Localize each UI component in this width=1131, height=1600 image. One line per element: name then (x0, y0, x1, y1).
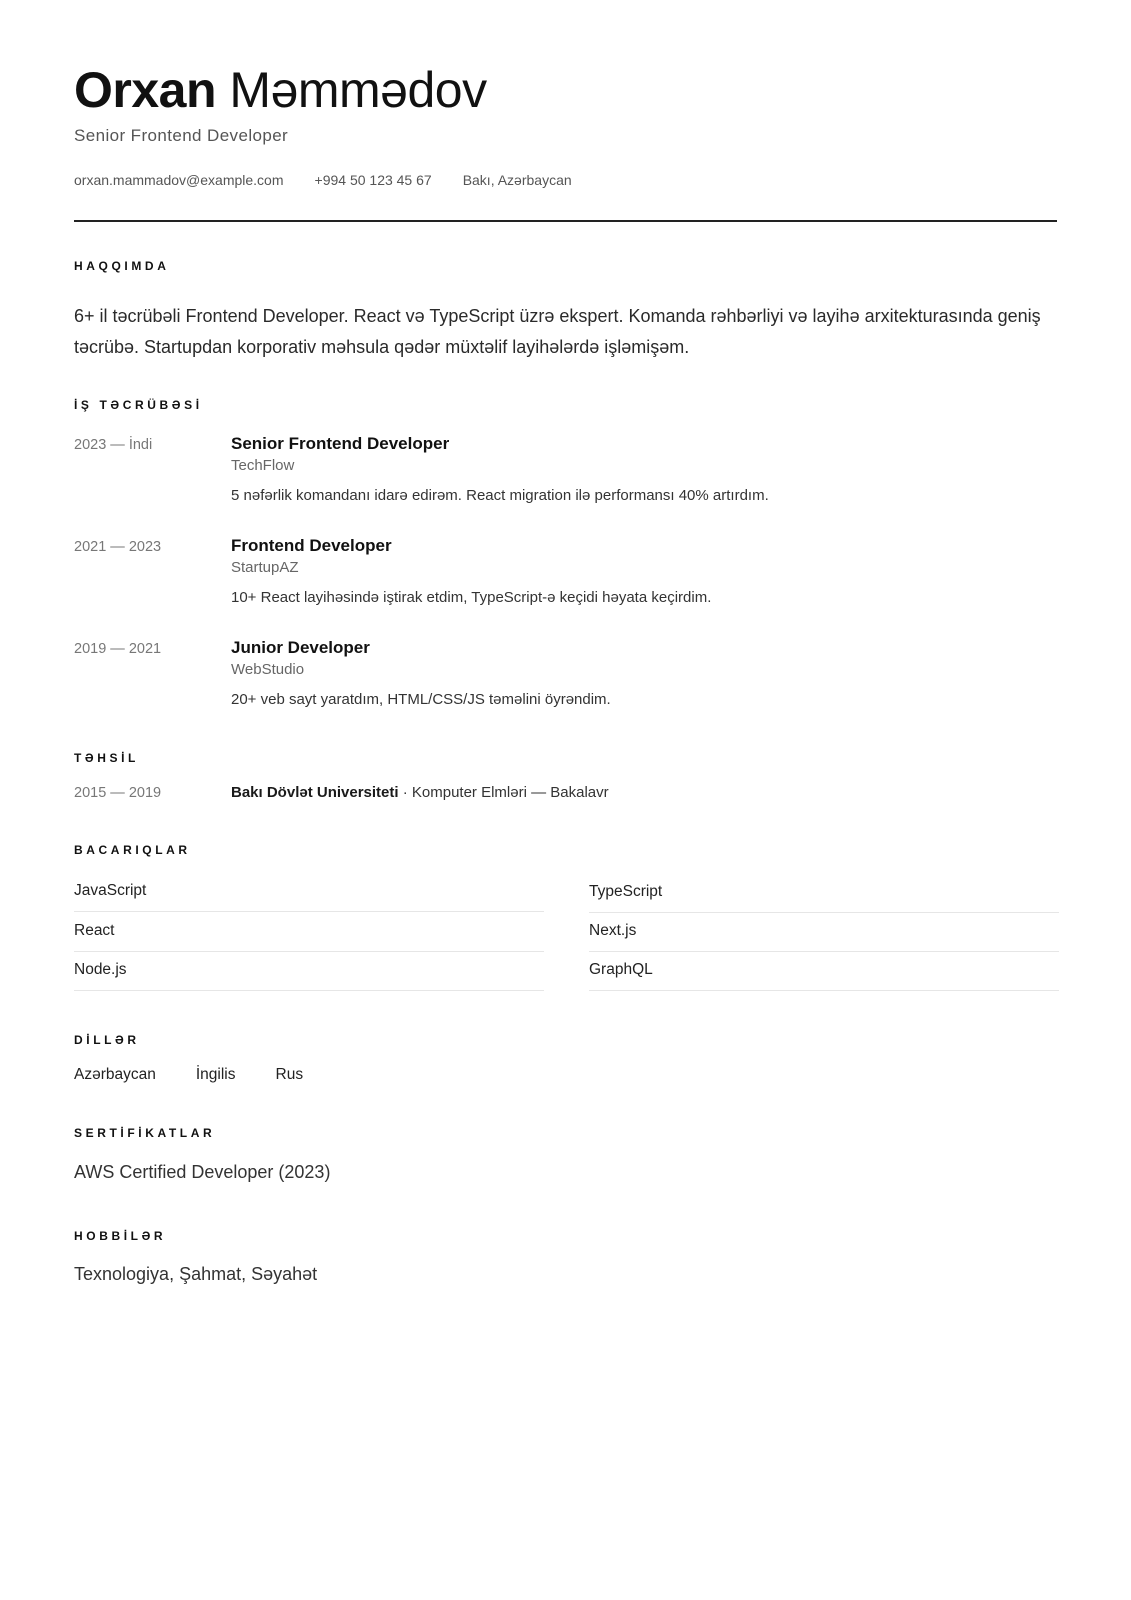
experience-description: 20+ veb sayt yaratdım, HTML/CSS/JS təməlini öyrəndim. (231, 691, 611, 708)
phone-number: +994 50 123 45 67 (314, 172, 432, 188)
experience-description: 5 nəfərlik komandanı idarə edirəm. React migration ilə performansı 40% artırdım. (231, 487, 769, 504)
skills-grid (74, 874, 1059, 991)
full-name (74, 58, 487, 122)
header-divider (74, 220, 1057, 222)
language-item: Azərbaycan (74, 1066, 156, 1083)
section-heading-hobbies: HOBBİLƏR (74, 1229, 167, 1243)
education-period: 2015 — 2019 (74, 785, 162, 801)
email-link[interactable]: orxan.mammadov@example.com (74, 172, 284, 188)
skill-item: JavaScript (74, 874, 544, 912)
experience-role: Senior Frontend Developer (231, 434, 450, 453)
experience-period: 2023 — İndi (74, 437, 153, 453)
job-title: Senior Frontend Developer (74, 126, 289, 145)
language-item: İngilis (195, 1066, 236, 1083)
first-name: Orxan (74, 62, 217, 118)
location: Bakı, Azərbaycan (462, 172, 572, 188)
skill-item: React (74, 914, 544, 952)
section-heading-languages: DİLLƏR (74, 1033, 140, 1047)
experience-company: StartupAZ (231, 559, 299, 576)
section-heading-education: TƏHSİL (74, 751, 139, 765)
section-heading-experience: İŞ TƏCRÜBƏSİ (74, 398, 203, 412)
skill-item: Next.js (589, 914, 1059, 952)
experience-period: 2021 — 2023 (74, 539, 162, 555)
hobbies-text: Texnologiya, Şahmat, Səyahət (74, 1264, 318, 1284)
skill-item: GraphQL (589, 953, 1059, 991)
education-school: Bakı Dövlət Universiteti (231, 784, 399, 801)
experience-company: WebStudio (231, 661, 305, 678)
experience-description: 10+ React layihəsində iştirak etdim, TypeScript-ə keçidi həyata keçirdim. (231, 589, 712, 606)
contact-info (74, 172, 572, 188)
about-text: 6+ il təcrübəli Frontend Developer. React və TypeScript üzrə ekspert. Komanda rəhbərliyi və layihə arxitekturasında geniş təcrübə. Startupdan korporativ məhsula qədər müxtəlif layihələrdə işləmişəm. (74, 306, 1041, 357)
education-line (231, 784, 609, 801)
skill-item: Node.js (74, 953, 544, 991)
last-name: Məmmədov (229, 62, 487, 118)
skill-item: TypeScript (589, 875, 1059, 913)
section-heading-skills: BACARIQLAR (74, 843, 191, 857)
education-details: · Komputer Elmləri — Bakalavr (398, 784, 609, 801)
experience-role: Frontend Developer (231, 536, 392, 555)
language-item: Rus (275, 1066, 304, 1083)
certificate-text: AWS Certified Developer (2023) (74, 1162, 331, 1182)
experience-period: 2019 — 2021 (74, 641, 162, 657)
section-heading-about: HAQQIMDA (74, 259, 170, 273)
experience-role: Junior Developer (231, 638, 370, 657)
languages-list (74, 1066, 303, 1084)
experience-company: TechFlow (231, 457, 295, 474)
section-heading-certificates: SERTİFİKATLAR (74, 1126, 216, 1140)
